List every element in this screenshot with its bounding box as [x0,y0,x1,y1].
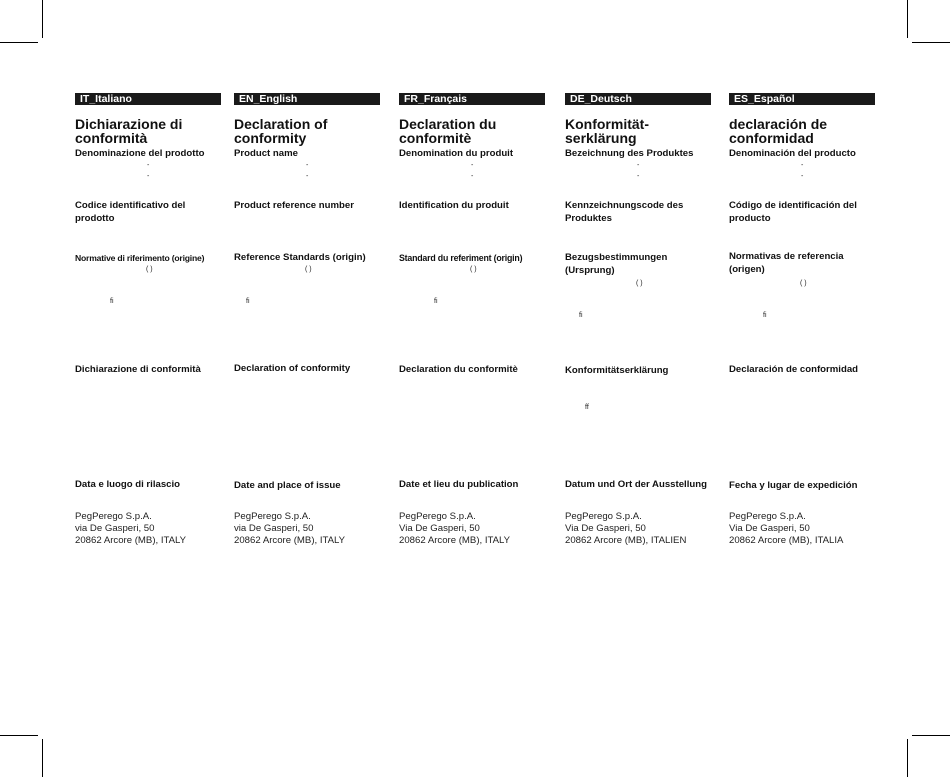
placeholder-mark: - [147,162,150,169]
placeholder-mark: - [471,162,474,169]
language-tag: ES_Español [729,93,875,105]
date-place-label: Date and place of issue [234,480,341,491]
standards-label: Normative di riferimento (origine) [75,253,205,263]
declaration-label: Declaration du conformitè [399,364,518,375]
standards-label: Bezugsbestimmungen (Ursprung) [565,252,668,276]
crop-mark [0,735,38,736]
product-name-label: Product name [234,148,298,159]
placeholder-mark: - [637,162,640,169]
declaration-label: Declaration of conformity [234,363,351,374]
standards-label: Reference Standards (origin) [234,252,366,263]
language-tag: DE_Deutsch [565,93,711,105]
product-name-label: Denomination du produit [399,148,514,159]
issuer-address: PegPerego S.p.A. Via De Gasperi, 50 20862 Arcore (MB), ITALIA [729,511,844,546]
date-place-label: Data e luogo di rilascio [75,479,181,490]
issuer-address: PegPerego S.p.A. Via De Gasperi, 50 20862 Arcore (MB), ITALY [399,511,511,546]
product-name-label: Bezeichnung des Produktes [565,148,694,159]
crop-mark [0,42,38,43]
crop-mark [42,739,43,777]
crop-mark [907,0,908,38]
reference-number-label: Identification du produit [399,200,509,211]
language-tag: IT_Italiano [75,93,221,105]
language-tag: EN_English [234,93,380,105]
standards-label: Standard du referiment (origin) [399,253,523,263]
reference-number-label: Código de identificación del producto [729,200,857,224]
placeholder-mark: - [306,162,309,169]
date-place-label: Fecha y lugar de expedición [729,480,858,491]
declaration-label: Declaración de conformidad [729,364,859,375]
placeholder-mark: fi [434,298,438,305]
placeholder-mark: - [637,173,640,180]
placeholder-mark: ff [585,404,589,411]
issuer-address: PegPerego S.p.A. via De Gasperi, 50 20862 Arcore (MB), ITALY [75,511,187,546]
section-title: Konformität- serklärung [565,116,649,146]
reference-number-label: Kennzeichnungscode des Produktes [565,200,684,224]
placeholder-mark: fi [110,298,114,305]
placeholder-mark: ( ) [305,266,312,273]
placeholder-mark: ( ) [470,266,477,273]
crop-mark [912,735,950,736]
column-de [565,93,711,546]
section-title: Dichiarazione di conformità [75,116,183,146]
issuer-address: PegPerego S.p.A. via De Gasperi, 50 20862 Arcore (MB), ITALY [234,511,346,546]
date-place-label: Datum und Ort der Ausstellung [565,479,707,490]
product-name-label: Denominazione del prodotto [75,148,205,159]
column-it [75,93,221,546]
section-title: declaración de conformidad [729,116,828,146]
declaration-label: Dichiarazione di conformità [75,364,201,375]
reference-number-label: Codice identificativo del prodotto [75,200,186,224]
placeholder-mark: ( ) [800,280,807,287]
date-place-label: Date et lieu du publication [399,479,519,490]
placeholder-mark: ( ) [146,266,153,273]
crop-mark [912,42,950,43]
declaration-label: Konformitätserklärung [565,365,669,376]
placeholder-mark: fi [763,312,767,319]
reference-number-label: Product reference number [234,200,354,211]
placeholder-mark: fi [246,298,250,305]
placeholder-mark: - [471,173,474,180]
placeholder-mark: ( ) [636,280,643,287]
placeholder-mark: - [147,173,150,180]
section-title: Declaration of conformity [234,116,328,146]
issuer-address: PegPerego S.p.A. Via De Gasperi, 50 20862 Arcore (MB), ITALIEN [565,511,687,546]
placeholder-mark: - [801,162,804,169]
section-title: Declaration du conformitè [399,116,497,146]
column-fr [399,93,545,546]
column-es [729,93,875,546]
placeholder-mark: fi [579,312,583,319]
crop-mark [907,739,908,777]
crop-mark [42,0,43,38]
standards-label: Normativas de referencia (origen) [729,251,844,275]
language-tag: FR_Français [399,93,545,105]
placeholder-mark: - [306,173,309,180]
placeholder-mark: - [801,173,804,180]
column-en [234,93,380,546]
product-name-label: Denominación del producto [729,148,856,159]
